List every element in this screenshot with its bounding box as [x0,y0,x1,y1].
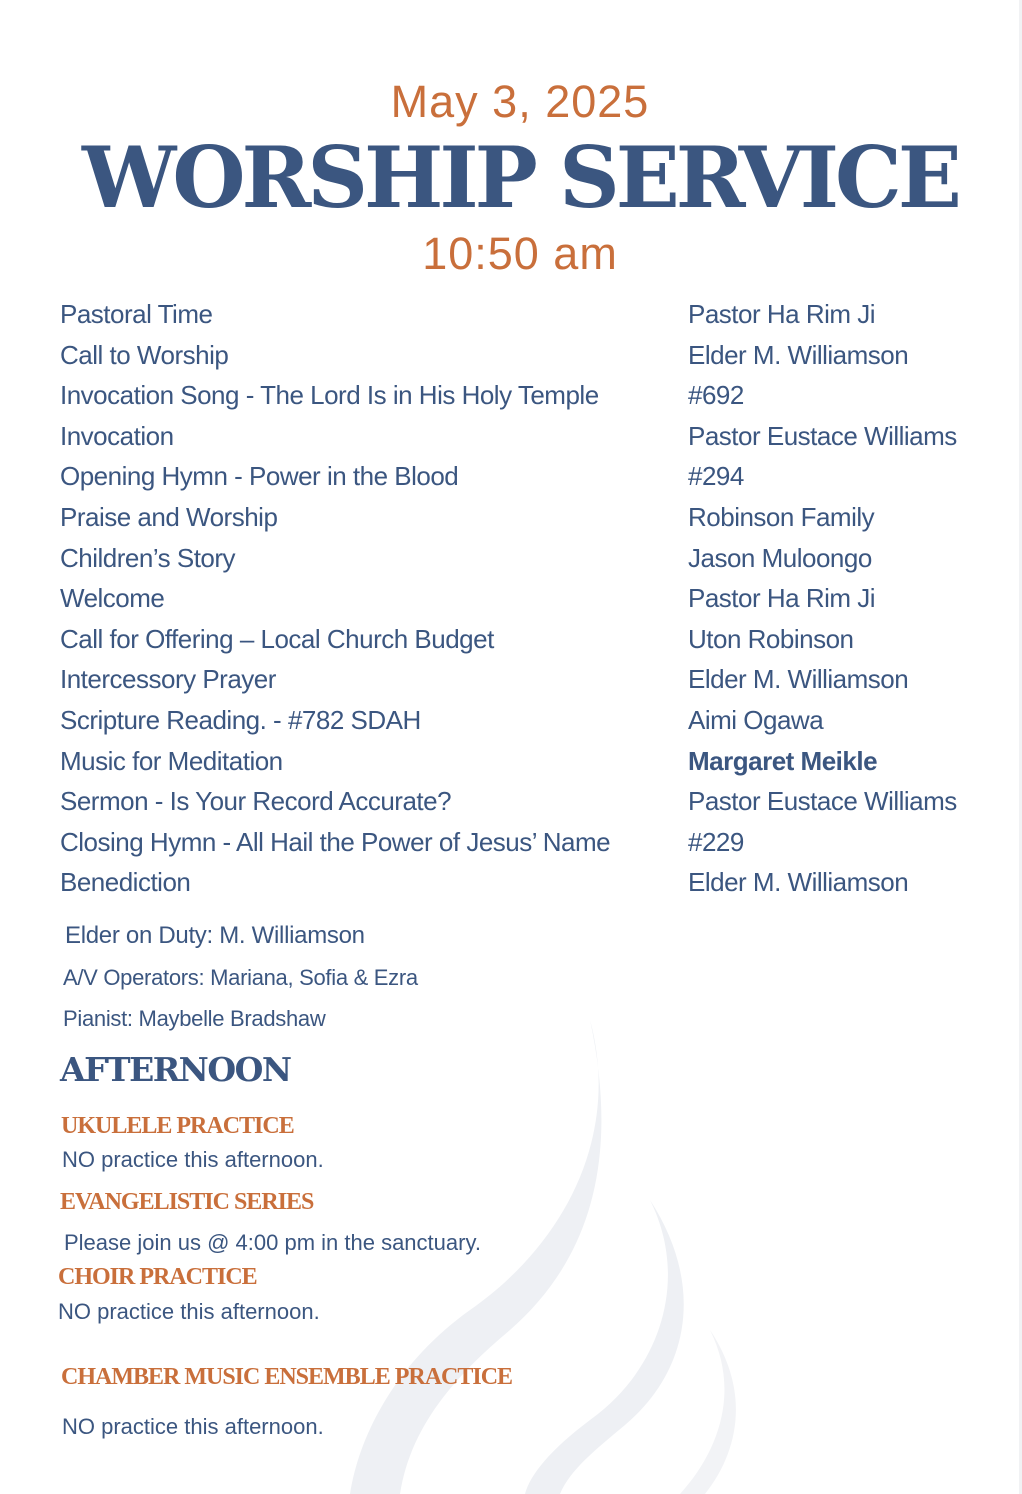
program-item: Call for Offering – Local Church Budget [60,623,494,654]
program-item: Opening Hymn - Power in the Blood [60,461,459,492]
program-item: Intercessory Prayer [60,664,276,695]
program-item: Welcome [60,583,165,614]
program-person: #294 [688,461,744,492]
section-title: CHOIR PRACTICE [58,1264,257,1290]
program-item: Praise and Worship [60,501,278,532]
program-person: Robinson Family [688,501,875,532]
program-item: Sermon - Is Your Record Accurate? [60,786,452,817]
program-row [60,700,1000,741]
program-item: Invocation [60,420,174,451]
program-person: Aimi Ogawa [688,704,824,735]
service-date: May 3, 2025 [390,76,650,127]
program-row [60,456,1000,497]
section-body: Please join us @ 4:00 pm in the sanctuary. [64,1230,481,1255]
program-item: Call to Worship [60,339,229,370]
program-row [60,375,1000,416]
program-item: Scripture Reading. - #782 SDAH [60,704,421,735]
program-item: Pastoral Time [60,299,213,329]
service-time: 10:50 am [422,228,618,279]
program-row [60,781,1000,822]
program-row [60,294,1000,335]
program-row [60,741,1000,782]
av-operators: A/V Operators: Mariana, Sofia & Ezra [63,965,418,990]
program-row [60,862,1000,903]
program-person: Elder M. Williamson [688,867,909,898]
section-body: NO practice this afternoon. [58,1299,320,1324]
program-item: Invocation Song - The Lord Is in His Holy Temple [60,380,599,411]
program-person: Pastor Eustace Williams [688,420,957,451]
afternoon-heading: AFTERNOON [60,1050,291,1089]
program-person: Pastor Eustace Williams [688,786,957,817]
program-row [60,416,1000,457]
section-title: CHAMBER MUSIC ENSEMBLE PRACTICE [61,1364,513,1390]
program-item: Children’s Story [60,542,236,573]
program-person: Uton Robinson [688,623,854,654]
page-title: WORSHIP SERVICE [82,128,958,227]
program-item: Closing Hymn - All Hail the Power of Jesus’ Name [60,826,611,857]
program-row [60,822,1000,863]
section-title: EVANGELISTIC SERIES [60,1189,314,1215]
section-title: UKULELE PRACTICE [61,1113,294,1139]
pianist: Pianist: Maybelle Bradshaw [63,1006,326,1031]
section-body: NO practice this afternoon. [62,1414,324,1439]
program-row [60,538,1000,579]
program-person: #229 [688,826,744,857]
program-item: Music for Meditation [60,745,283,776]
program-row [60,335,1000,376]
section-body: NO practice this afternoon. [62,1147,324,1172]
program-person: Margaret Meikle [688,745,878,776]
program-person: Pastor Ha Rim Ji [688,583,876,614]
program-row [60,619,1000,660]
program-person: #692 [688,380,744,411]
program-row [60,578,1000,619]
program-row [60,497,1000,538]
program-person: Jason Muloongo [688,542,872,573]
program-person: Elder M. Williamson [688,339,909,370]
program-person: Elder M. Williamson [688,664,909,695]
elder-on-duty: Elder on Duty: M. Williamson [65,922,365,949]
order-of-service [60,294,1000,903]
program-person: Pastor Ha Rim Ji [688,299,876,329]
program-item: Benediction [60,867,191,898]
program-row [60,659,1000,700]
